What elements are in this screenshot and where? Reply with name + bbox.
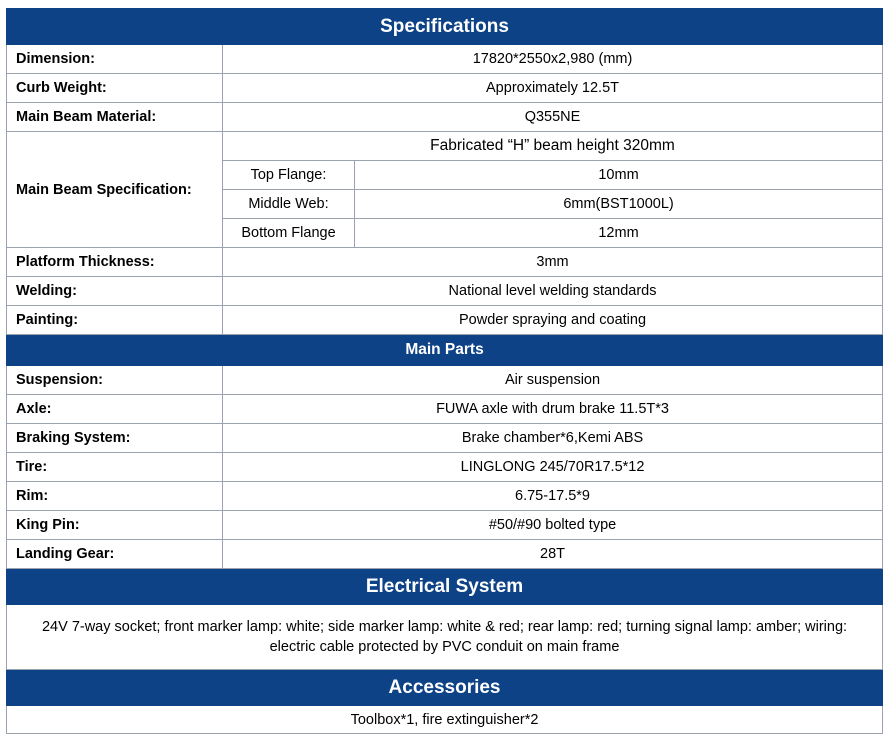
curb-weight-value: Approximately 12.5T: [223, 74, 883, 103]
bottom-flange-label: Bottom Flange: [223, 219, 355, 248]
welding-value: National level welding standards: [223, 277, 883, 306]
landing-gear-row: [7, 540, 883, 569]
axle-row: [7, 395, 883, 424]
rim-label: Rim:: [7, 482, 223, 511]
tire-label: Tire:: [7, 453, 223, 482]
platform-thickness-row: [7, 248, 883, 277]
fabricated-beam-value: Fabricated “H” beam height 320mm: [223, 132, 883, 161]
electrical-title: Electrical System: [7, 569, 883, 605]
main-beam-material-value: Q355NE: [223, 103, 883, 132]
spec-table: [6, 8, 883, 734]
dimension-row: [7, 45, 883, 74]
king-pin-label: King Pin:: [7, 511, 223, 540]
rim-row: [7, 482, 883, 511]
top-flange-value: 10mm: [355, 161, 883, 190]
main-beam-spec-label: Main Beam Specification:: [7, 132, 223, 248]
welding-row: [7, 277, 883, 306]
dimension-value: 17820*2550x2,980 (mm): [223, 45, 883, 74]
platform-thickness-label: Platform Thickness:: [7, 248, 223, 277]
painting-row: [7, 306, 883, 335]
suspension-value: Air suspension: [223, 366, 883, 395]
rim-value: 6.75-17.5*9: [223, 482, 883, 511]
landing-gear-label: Landing Gear:: [7, 540, 223, 569]
curb-weight-label: Curb Weight:: [7, 74, 223, 103]
middle-web-label: Middle Web:: [223, 190, 355, 219]
king-pin-value: #50/#90 bolted type: [223, 511, 883, 540]
axle-label: Axle:: [7, 395, 223, 424]
king-pin-row: [7, 511, 883, 540]
accessories-header-row: [7, 670, 883, 706]
accessories-row: [7, 706, 883, 734]
main-parts-title: Main Parts: [7, 335, 883, 366]
suspension-row: [7, 366, 883, 395]
tire-row: [7, 453, 883, 482]
landing-gear-value: 28T: [223, 540, 883, 569]
electrical-text: 24V 7-way socket; front marker lamp: white; side marker lamp: white & red; rear lamp: red; turning signal lamp: amber; wiring: electric cable protected by PVC conduit on main frame: [7, 605, 883, 670]
accessories-text: Toolbox*1, fire extinguisher*2: [7, 706, 883, 734]
top-flange-label: Top Flange:: [223, 161, 355, 190]
bottom-flange-value: 12mm: [355, 219, 883, 248]
main-beam-material-row: [7, 103, 883, 132]
electrical-row: [7, 605, 883, 670]
axle-value: FUWA axle with drum brake 11.5T*3: [223, 395, 883, 424]
electrical-header-row: [7, 569, 883, 605]
braking-value: Brake chamber*6,Kemi ABS: [223, 424, 883, 453]
curb-weight-row: [7, 74, 883, 103]
braking-row: [7, 424, 883, 453]
painting-value: Powder spraying and coating: [223, 306, 883, 335]
platform-thickness-value: 3mm: [223, 248, 883, 277]
middle-web-value: 6mm(BST1000L): [355, 190, 883, 219]
main-parts-header-row: [7, 335, 883, 366]
braking-label: Braking System:: [7, 424, 223, 453]
main-beam-spec-row: [7, 132, 883, 161]
tire-value: LINGLONG 245/70R17.5*12: [223, 453, 883, 482]
accessories-title: Accessories: [7, 670, 883, 706]
dimension-label: Dimension:: [7, 45, 223, 74]
specifications-title: Specifications: [7, 9, 883, 45]
suspension-label: Suspension:: [7, 366, 223, 395]
welding-label: Welding:: [7, 277, 223, 306]
main-beam-material-label: Main Beam Material:: [7, 103, 223, 132]
painting-label: Painting:: [7, 306, 223, 335]
specifications-header-row: [7, 9, 883, 45]
